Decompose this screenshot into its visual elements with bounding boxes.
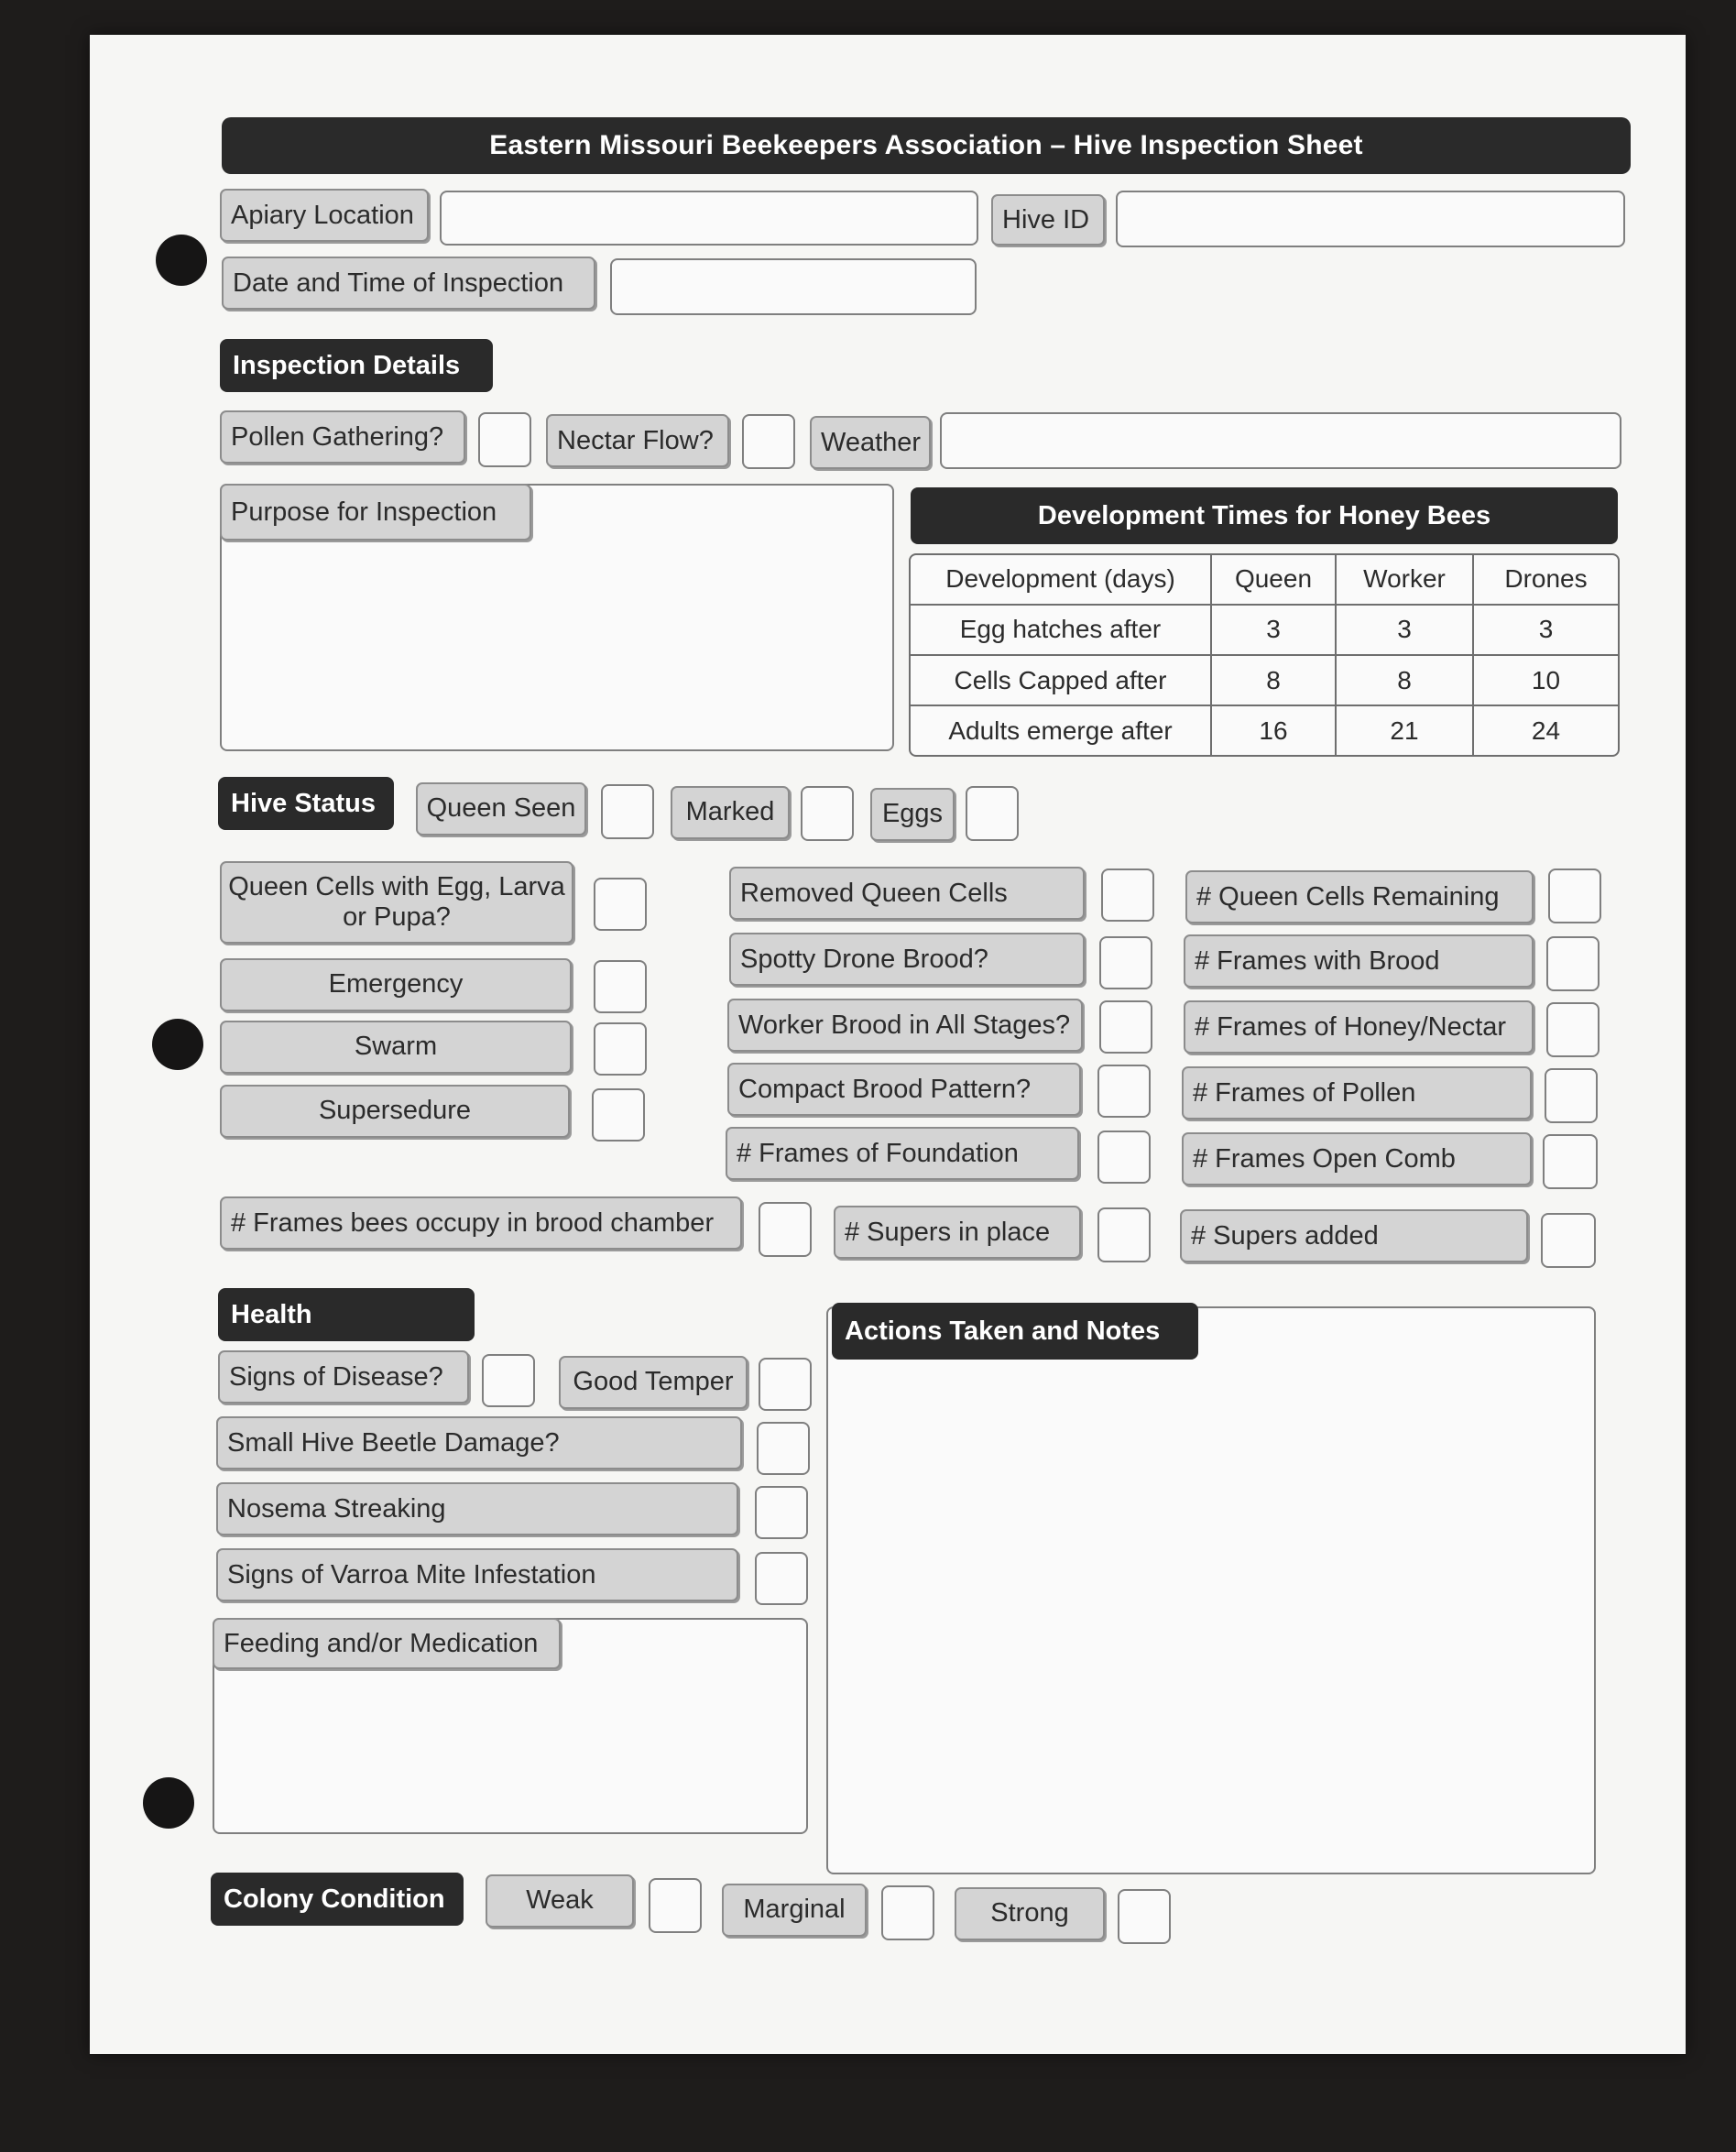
table-row	[911, 705, 1618, 755]
queen-cells-remaining-checkbox[interactable]	[1548, 868, 1601, 923]
queen-cells-remaining-label: # Queen Cells Remaining	[1185, 870, 1534, 923]
feeding-label: Feeding and/or Medication	[213, 1618, 561, 1669]
queen-seen-label: Queen Seen	[416, 782, 586, 836]
nectar-flow-checkbox[interactable]	[742, 414, 795, 469]
supersedure-label: Supersedure	[220, 1085, 570, 1138]
apiary-location-label: Apiary Location	[220, 189, 429, 242]
swarm-label: Swarm	[220, 1021, 572, 1074]
varroa-checkbox[interactable]	[755, 1552, 808, 1605]
frames-bees-occupy-checkbox[interactable]	[759, 1202, 812, 1257]
emergency-checkbox[interactable]	[594, 960, 647, 1013]
eggs-label: Eggs	[870, 788, 955, 841]
removed-queen-cells-label: Removed Queen Cells	[729, 867, 1085, 920]
punch-hole	[152, 1019, 203, 1070]
supersedure-checkbox[interactable]	[592, 1088, 645, 1142]
table-cell: 8	[1211, 655, 1336, 705]
frames-foundation-label: # Frames of Foundation	[726, 1127, 1079, 1180]
development-times-table	[909, 553, 1620, 757]
table-row	[911, 655, 1618, 705]
date-time-field[interactable]	[610, 258, 977, 315]
weather-label: Weather	[810, 416, 931, 469]
frames-bees-occupy-label: # Frames bees occupy in brood chamber	[220, 1196, 742, 1250]
spotty-drone-brood-label: Spotty Drone Brood?	[729, 933, 1085, 986]
inspection-sheet	[90, 35, 1686, 2054]
punch-hole	[143, 1777, 194, 1829]
nosema-checkbox[interactable]	[755, 1486, 808, 1539]
supers-added-checkbox[interactable]	[1541, 1213, 1596, 1268]
column-header: Development (days)	[911, 555, 1211, 605]
table-cell: 3	[1336, 605, 1473, 655]
row-label: Adults emerge after	[911, 705, 1211, 755]
row-label: Egg hatches after	[911, 605, 1211, 655]
worker-brood-checkbox[interactable]	[1099, 1000, 1152, 1054]
good-temper-label: Good Temper	[559, 1356, 748, 1409]
colony-condition-header: Colony Condition	[211, 1873, 464, 1926]
pollen-gathering-checkbox[interactable]	[478, 412, 531, 467]
signs-disease-label: Signs of Disease?	[218, 1350, 469, 1404]
table-cell: 10	[1473, 655, 1618, 705]
supers-in-place-checkbox[interactable]	[1097, 1207, 1151, 1262]
hive-status-header: Hive Status	[218, 777, 394, 830]
punch-hole	[156, 235, 207, 286]
column-header: Drones	[1473, 555, 1618, 605]
actions-notes-field[interactable]	[826, 1306, 1596, 1874]
compact-brood-checkbox[interactable]	[1097, 1065, 1151, 1118]
purpose-label: Purpose for Inspection	[220, 484, 531, 541]
frames-brood-checkbox[interactable]	[1546, 936, 1600, 991]
varroa-label: Signs of Varroa Mite Infestation	[216, 1548, 738, 1601]
frames-open-comb-label: # Frames Open Comb	[1182, 1132, 1532, 1185]
marked-checkbox[interactable]	[801, 786, 854, 841]
emergency-label: Emergency	[220, 958, 572, 1011]
development-times-header: Development Times for Honey Bees	[911, 487, 1618, 544]
table-cell: 8	[1336, 655, 1473, 705]
frames-honey-checkbox[interactable]	[1546, 1002, 1600, 1057]
frames-pollen-label: # Frames of Pollen	[1182, 1066, 1532, 1120]
queen-cells-label: Queen Cells with Egg, Larva or Pupa?	[220, 861, 573, 944]
column-header: Worker	[1336, 555, 1473, 605]
apiary-location-field[interactable]	[440, 191, 978, 246]
frames-open-comb-checkbox[interactable]	[1543, 1134, 1598, 1189]
weak-label: Weak	[486, 1874, 634, 1928]
hive-id-field[interactable]	[1116, 191, 1625, 247]
table-header-row	[911, 555, 1618, 605]
hive-beetle-label: Small Hive Beetle Damage?	[216, 1416, 742, 1469]
marginal-label: Marginal	[722, 1884, 867, 1937]
supers-added-label: # Supers added	[1180, 1209, 1528, 1262]
row-label: Cells Capped after	[911, 655, 1211, 705]
nectar-flow-label: Nectar Flow?	[546, 414, 729, 467]
inspection-details-header: Inspection Details	[220, 339, 493, 392]
weak-checkbox[interactable]	[649, 1878, 702, 1933]
table-cell: 3	[1211, 605, 1336, 655]
worker-brood-label: Worker Brood in All Stages?	[727, 999, 1083, 1052]
column-header: Queen	[1211, 555, 1336, 605]
compact-brood-label: Compact Brood Pattern?	[727, 1063, 1081, 1116]
table-cell: 21	[1336, 705, 1473, 755]
removed-queen-cells-checkbox[interactable]	[1101, 868, 1154, 922]
table-cell: 16	[1211, 705, 1336, 755]
table-row	[911, 605, 1618, 655]
eggs-checkbox[interactable]	[966, 786, 1019, 841]
signs-disease-checkbox[interactable]	[482, 1354, 535, 1407]
marginal-checkbox[interactable]	[881, 1885, 934, 1940]
table-cell: 3	[1473, 605, 1618, 655]
frames-pollen-checkbox[interactable]	[1545, 1068, 1598, 1123]
weather-field[interactable]	[940, 412, 1621, 469]
frames-honey-label: # Frames of Honey/Nectar	[1184, 1000, 1534, 1054]
date-time-label: Date and Time of Inspection	[222, 257, 595, 310]
spotty-drone-brood-checkbox[interactable]	[1099, 936, 1152, 989]
queen-seen-checkbox[interactable]	[601, 784, 654, 839]
swarm-checkbox[interactable]	[594, 1022, 647, 1076]
queen-cells-checkbox[interactable]	[594, 878, 647, 931]
hive-beetle-checkbox[interactable]	[757, 1422, 810, 1475]
marked-label: Marked	[671, 786, 790, 839]
sheet-title: Eastern Missouri Beekeepers Association – Hive Inspection Sheet	[222, 117, 1631, 174]
strong-checkbox[interactable]	[1118, 1889, 1171, 1944]
actions-notes-header: Actions Taken and Notes	[832, 1303, 1198, 1360]
strong-label: Strong	[955, 1887, 1105, 1940]
hive-id-label: Hive ID	[991, 194, 1105, 246]
supers-in-place-label: # Supers in place	[834, 1206, 1081, 1259]
health-header: Health	[218, 1288, 475, 1341]
good-temper-checkbox[interactable]	[759, 1358, 812, 1411]
frames-brood-label: # Frames with Brood	[1184, 934, 1534, 988]
pollen-gathering-label: Pollen Gathering?	[220, 410, 465, 464]
frames-foundation-checkbox[interactable]	[1097, 1131, 1151, 1184]
nosema-label: Nosema Streaking	[216, 1482, 738, 1535]
table-cell: 24	[1473, 705, 1618, 755]
